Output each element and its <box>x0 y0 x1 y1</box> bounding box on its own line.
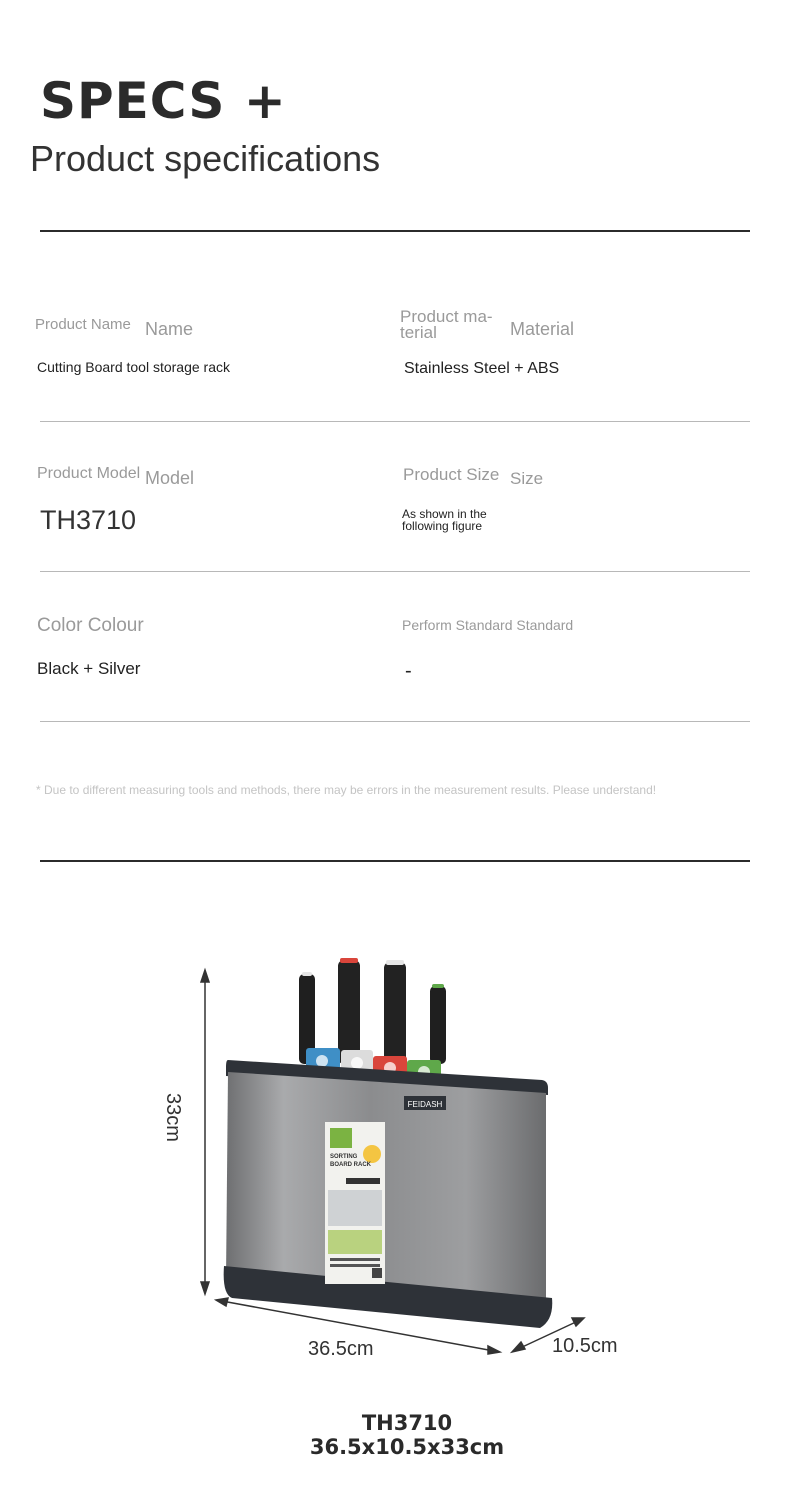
section-divider <box>40 860 750 862</box>
measurement-note: * Due to different measuring tools and methods, there may be errors in the measurement results. Please understand! <box>36 783 657 797</box>
row-divider <box>40 421 750 422</box>
standard-label-text: Perform Standard <box>402 617 513 633</box>
caption-model: TH3710 <box>361 1411 453 1435</box>
header-divider <box>40 230 750 232</box>
model-label-en: Model <box>145 468 195 488</box>
model-value: TH3710 <box>40 505 137 535</box>
name-label-en: Name <box>145 319 194 339</box>
size-value-line2: following figure <box>402 519 483 533</box>
standard-label-en: Standard <box>516 617 574 633</box>
page-subtitle: Product specifications <box>30 138 381 179</box>
name-label: Product Name <box>35 316 131 333</box>
color-label-text: Color <box>37 615 83 636</box>
name-value: Cutting Board tool storage rack <box>37 359 230 375</box>
size-label-en: Size <box>510 469 544 488</box>
standard-label <box>402 617 573 633</box>
color-label-en: Colour <box>87 615 144 636</box>
material-value: Stainless Steel + ABS <box>404 360 560 377</box>
standard-value: - <box>405 660 412 682</box>
material-label-en: Material <box>510 319 575 339</box>
model-label: Product Model <box>37 465 141 482</box>
package-title-line2: BOARD RACK <box>330 1162 371 1168</box>
row-divider <box>40 571 750 572</box>
row-divider <box>40 721 750 722</box>
height-arrow <box>201 970 209 1294</box>
material-label-line1: Product ma- <box>400 307 493 326</box>
package-label <box>325 1122 385 1284</box>
page-title: SPECS + <box>40 72 287 130</box>
height-dimension-label: 33cm <box>162 1093 184 1142</box>
width-dimension-label: 36.5cm <box>308 1338 374 1360</box>
caption-size: 36.5x10.5x33cm <box>309 1435 505 1459</box>
size-label: Product Size <box>403 465 500 484</box>
color-label <box>37 615 144 637</box>
brand-label: FEIDASH <box>407 1100 443 1109</box>
package-title-line1: SORTING <box>330 1154 358 1160</box>
depth-dimension-label: 10.5cm <box>552 1335 618 1357</box>
color-value: Black + Silver <box>37 659 141 678</box>
product-illustration <box>0 900 790 1400</box>
size-value-line1: As shown in the <box>402 507 487 521</box>
material-label-line2: terial <box>400 323 437 342</box>
